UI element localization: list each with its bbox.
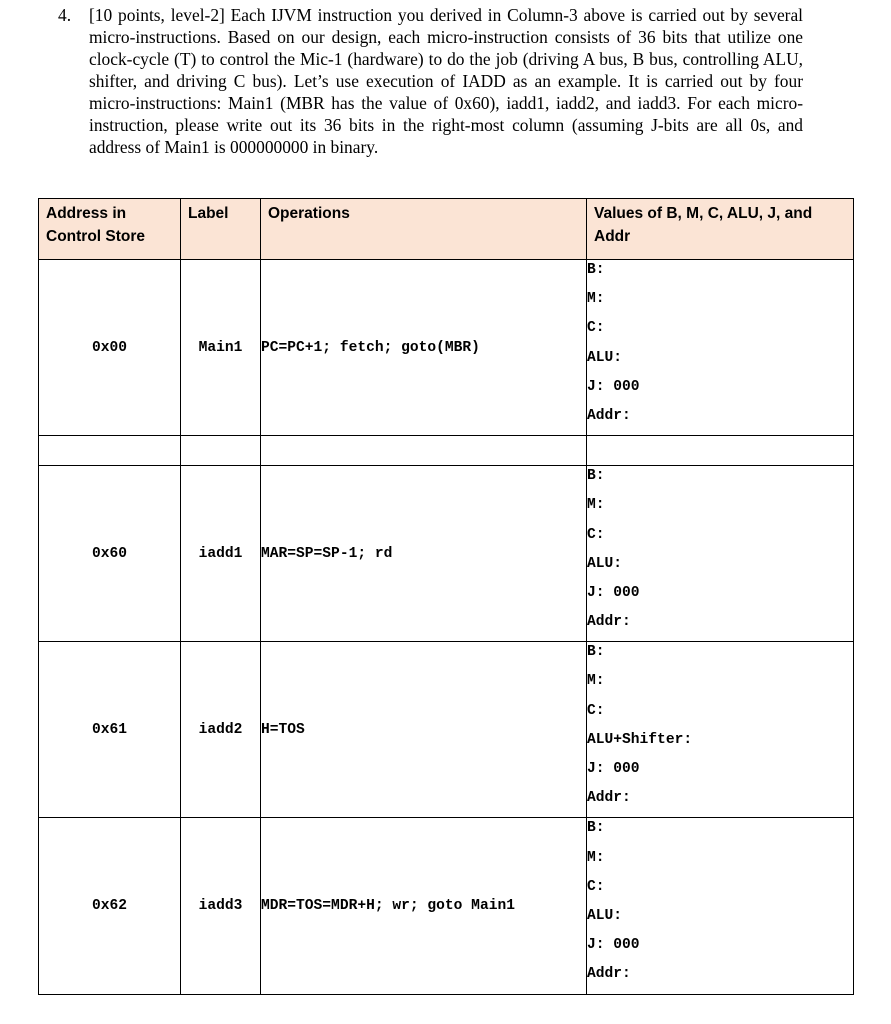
value-addr: Addr: [587,966,631,983]
cell-values [587,818,854,994]
question-text: [10 points, level-2] Each IJVM instruction you derived in Column-3 above is carried out by several micro-instructions. Based on our design, each micro-instruction consists of 36 bits that utilize one clock-cycle (T) to control the Mic-1 (hardware) to do the job (driving A bus, B bus, controlling ALU, shifter, and driving C bus). Let’s use execution of IADD as an example. It is carried out by four micro-instructions: Main1 (MBR has the value of 0x60), iadd1, iadd2, and iadd3. For each micro-instruction, please write out its 36 bits in the right-most column (assuming J-bits are all 0s, and address of Main1 is 000000000 in binary. [89,5,803,157]
cell-operations: MAR=SP=SP-1; rd [261,466,587,642]
value-m: M: [587,673,605,690]
value-c: C: [587,320,605,337]
table-row [39,260,854,436]
cell-label: Main1 [181,260,261,436]
cell-operations: MDR=TOS=MDR+H; wr; goto Main1 [261,818,587,994]
value-alu: ALU: [587,349,623,366]
value-m: M: [587,849,605,866]
table-row [39,642,854,818]
cell-label: iadd2 [181,642,261,818]
table-row [39,818,854,994]
value-c: C: [587,702,605,719]
value-alu: ALU: [587,907,623,924]
value-alu: ALU: [587,555,623,572]
value-j: J: 000 [587,937,640,954]
value-alu: ALU+Shifter: [587,731,693,748]
value-c: C: [587,878,605,895]
cell-values [587,642,854,818]
spacer-row [39,436,854,466]
header-address: Address in Control Store [39,199,181,260]
value-j: J: 000 [587,378,640,395]
spacer-cell [261,436,587,466]
value-addr: Addr: [587,407,631,424]
cell-address: 0x61 [39,642,181,818]
table-row [39,466,854,642]
cell-values [587,260,854,436]
control-store-table [38,198,854,995]
question-number: 4. [58,5,72,25]
cell-label: iadd3 [181,818,261,994]
question-paragraph [58,4,803,158]
cell-operations: H=TOS [261,642,587,818]
value-addr: Addr: [587,790,631,807]
cell-operations: PC=PC+1; fetch; goto(MBR) [261,260,587,436]
spacer-cell [39,436,181,466]
value-b: B: [587,468,605,485]
cell-address: 0x00 [39,260,181,436]
cell-values [587,466,854,642]
header-values: Values of B, M, C, ALU, J, and Addr [587,199,854,260]
value-m: M: [587,291,605,308]
cell-label: iadd1 [181,466,261,642]
value-j: J: 000 [587,761,640,777]
header-label: Label [181,199,261,260]
spacer-cell [181,436,261,466]
value-c: C: [587,526,605,543]
value-addr: Addr: [587,614,631,631]
header-operations: Operations [261,199,587,260]
cell-address: 0x62 [39,818,181,994]
value-b: B: [587,644,605,661]
value-m: M: [587,497,605,514]
value-b: B: [587,262,605,278]
value-b: B: [587,820,605,837]
spacer-cell [587,436,854,466]
table-header-row [39,199,854,260]
cell-address: 0x60 [39,466,181,642]
value-j: J: 000 [587,584,640,601]
